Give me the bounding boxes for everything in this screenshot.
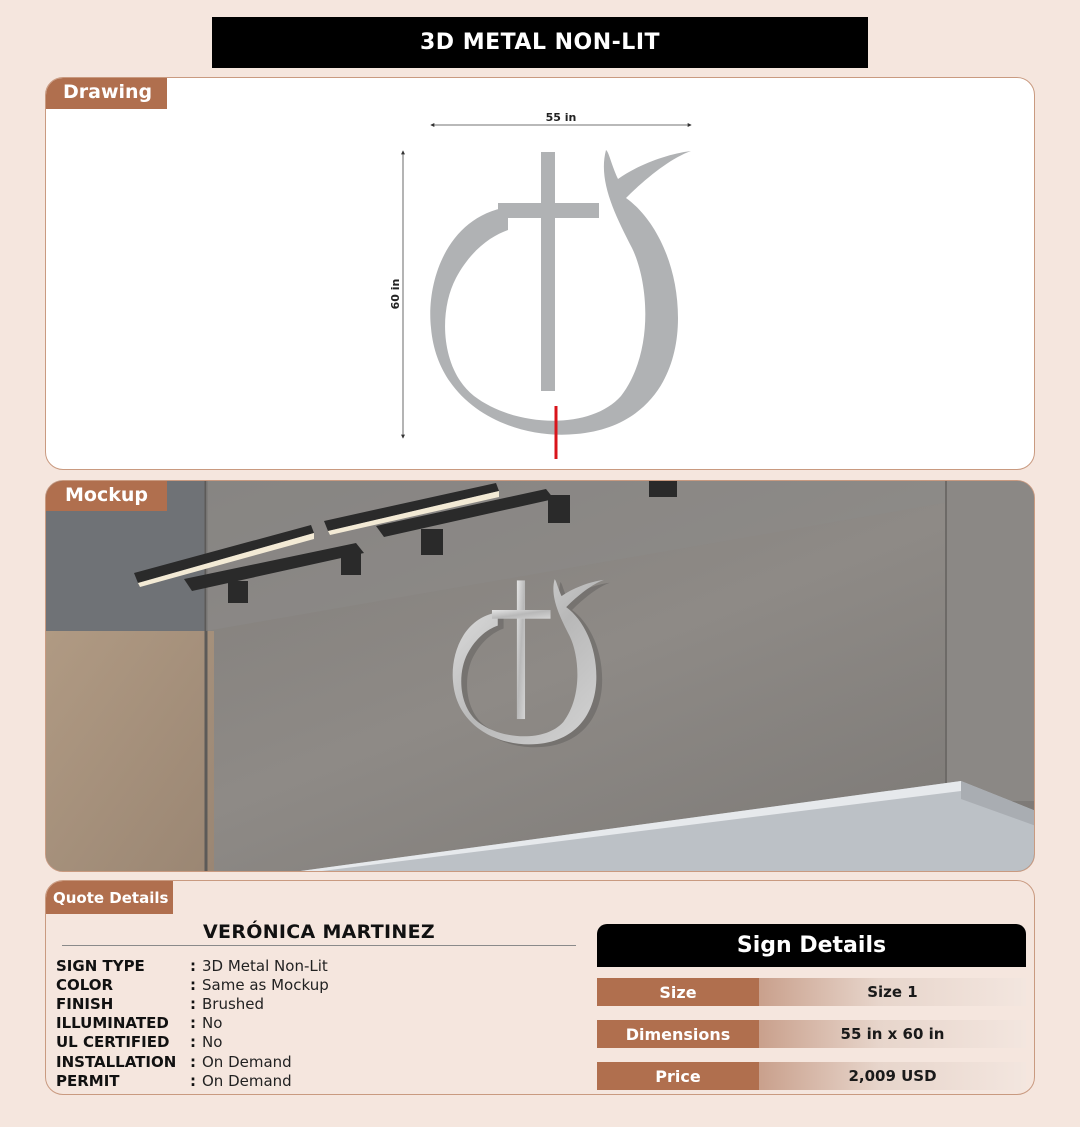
- spec-label: COLOR: [56, 975, 114, 994]
- sign-details-label: Dimensions: [597, 1020, 759, 1048]
- spec-row-illuminated: [56, 1014, 329, 1033]
- logo-drawing: [46, 78, 1035, 470]
- wood-panel: [46, 631, 214, 872]
- height-dimension-label: 60 in: [389, 278, 402, 310]
- drawing-tab-label: Drawing: [46, 78, 167, 109]
- cross-horizontal: [498, 203, 599, 218]
- spec-colon: :: [190, 1071, 196, 1090]
- church-logo: [430, 150, 691, 435]
- sign-details-row-dimensions: [597, 1020, 1026, 1048]
- spec-colon: :: [190, 1052, 196, 1071]
- cross-vertical: [541, 152, 555, 391]
- quote-tab-label: Quote Details: [46, 881, 173, 914]
- spec-value: Brushed: [202, 994, 265, 1013]
- spec-list: [56, 956, 329, 1090]
- spec-label: INSTALLATION: [56, 1052, 177, 1071]
- spec-label: ILLUMINATED: [56, 1014, 169, 1033]
- spec-value: On Demand: [202, 1052, 292, 1071]
- sign-details-header: Sign Details: [597, 924, 1026, 967]
- mockup-tab-label: Mockup: [46, 481, 167, 511]
- mockup-panel: [45, 480, 1035, 872]
- sign-details-label: Price: [597, 1062, 759, 1090]
- width-dimension-label: 55 in: [545, 111, 577, 124]
- spec-value: 3D Metal Non-Lit: [202, 956, 328, 975]
- spec-colon: :: [190, 1014, 196, 1033]
- spec-row-color: [56, 975, 329, 994]
- spec-label: PERMIT: [56, 1071, 120, 1090]
- sign-details-value: 55 in x 60 in: [759, 1020, 1026, 1048]
- spec-value: No: [202, 1014, 223, 1033]
- spec-value: No: [202, 1033, 223, 1052]
- spec-label: SIGN TYPE: [56, 956, 145, 975]
- sign-details-value: 2,009 USD: [759, 1062, 1026, 1090]
- sign-details-label: Size: [597, 978, 759, 1006]
- spec-colon: :: [190, 1033, 196, 1052]
- logo-ring: [430, 150, 691, 435]
- sign-details-value: Size 1: [759, 978, 1026, 1006]
- sign-details-row-price: [597, 1062, 1026, 1090]
- drawing-panel: [45, 77, 1035, 470]
- quote-panel: [45, 880, 1035, 1095]
- spec-label: UL CERTIFIED: [56, 1033, 170, 1052]
- spec-row-sign-type: [56, 956, 329, 975]
- sign-details-row-size: [597, 978, 1026, 1006]
- spec-value: On Demand: [202, 1071, 292, 1090]
- mockup-photo: [46, 481, 1035, 872]
- spec-colon: :: [190, 994, 196, 1013]
- spec-row-ul-certified: [56, 1033, 329, 1052]
- spec-value: Same as Mockup: [202, 975, 329, 994]
- spec-colon: :: [190, 975, 196, 994]
- spec-row-finish: [56, 994, 329, 1013]
- spec-row-permit: [56, 1071, 329, 1090]
- spec-colon: :: [190, 956, 196, 975]
- spec-label: FINISH: [56, 994, 114, 1013]
- page-title: 3D METAL NON-LIT: [212, 17, 868, 68]
- client-name: VERÓNICA MARTINEZ: [203, 921, 435, 943]
- client-divider: [62, 945, 576, 946]
- right-column: [946, 481, 1035, 801]
- spec-row-installation: [56, 1052, 329, 1071]
